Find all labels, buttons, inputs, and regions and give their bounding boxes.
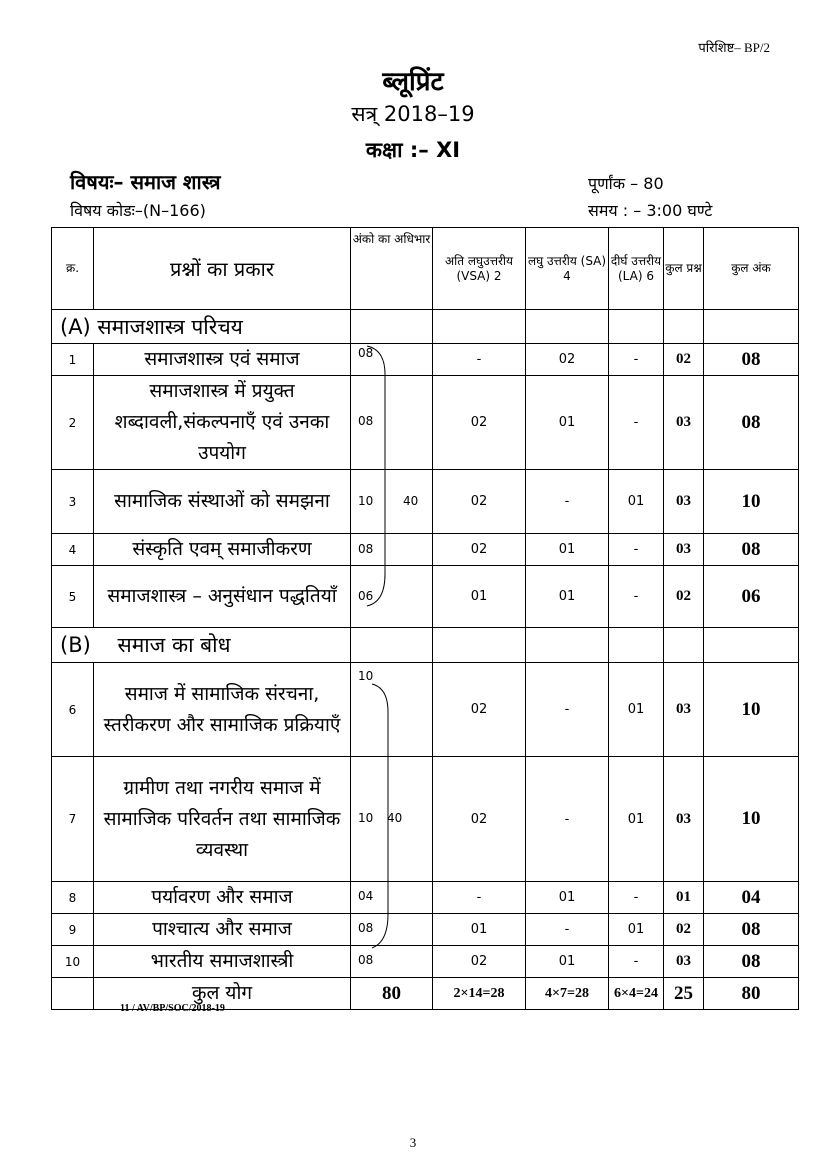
group-weight-b: 40: [387, 811, 403, 825]
page-number: 3: [409, 1135, 417, 1150]
footer-code: 11 / AV/BP/SOC/2018-19: [120, 1003, 225, 1014]
totals-marks: 80: [704, 978, 799, 1010]
totals-sa: 4×7=28: [526, 978, 609, 1010]
brace-section-b: [360, 682, 403, 950]
appendix-label: परिशिष्ट– BP/2: [698, 40, 770, 55]
table-row: 6 समाज में सामाजिक संरचना, स्तरीकरण और सामाजिक प्रक्रियाएँ 10 02 - 01 03 10: [52, 663, 799, 757]
full-marks-label: पूर्णांक – 80: [588, 174, 664, 193]
header-vsa: अति लघुउत्तरीय (VSA) 2: [433, 228, 526, 310]
totals-weight: 80: [351, 978, 433, 1010]
session-label: सत्र् 2018–19: [351, 102, 475, 126]
table-row: 3 सामाजिक संस्थाओं को समझना 10 40 02 - 01 03 10: [52, 470, 799, 534]
table-row: 5 समाजशास्त्र – अनुसंधान पद्धतियाँ 06 01 01 - 02 06: [52, 566, 799, 628]
table-row: 9 पाश्चात्य और समाज 08 01 - 01 02 08: [52, 914, 799, 946]
section-row: [52, 310, 799, 344]
section-row: [52, 628, 799, 663]
totals-questions: 25: [664, 978, 704, 1010]
document-title: ब्लूप्रिंट: [382, 67, 444, 97]
header-row: [52, 228, 799, 310]
table-row: 2 समाजशास्त्र में प्रयुक्त शब्दावली,संकल्पनाएँ एवं उनका उपयोग 08 02 01 - 03 08: [52, 376, 799, 470]
brace-section-a: [355, 344, 395, 609]
totals-label: कुल योग: [94, 978, 351, 1010]
table-row: 10 भारतीय समाजशास्त्री 08 02 01 - 03 08: [52, 946, 799, 978]
totals-la: 6×4=24: [609, 978, 664, 1010]
section-b-label: (B) समाज का बोध: [52, 628, 351, 663]
totals-vsa: 2×14=28: [433, 978, 526, 1010]
subject-label: विषयः– समाज शास्त्र: [70, 170, 221, 194]
table-row: 1 समाजशास्त्र एवं समाज 08 - 02 - 02 08: [52, 344, 799, 376]
header-sa: लघु उत्तरीय (SA) 4: [526, 228, 609, 310]
header-question-type: प्रश्नों का प्रकार: [94, 228, 351, 310]
header-weight: अंको का अधिभार: [351, 228, 433, 310]
table-row: 8 पर्यावरण और समाज 04 - 01 - 01 04: [52, 882, 799, 914]
table-row: 4 संस्कृति एवम् समाजीकरण 08 02 01 - 03 08: [52, 534, 799, 566]
section-a-label: (A) समाजशास्त्र परिचय: [52, 310, 351, 344]
header-total-questions: कुल प्रश्न: [664, 228, 704, 310]
class-label: कक्षा :– XI: [365, 138, 461, 162]
header-sn: क्र.: [52, 228, 94, 310]
subject-code-label: विषय कोडः–(N–166): [70, 201, 206, 220]
time-label: समय : – 3:00 घण्टे: [588, 201, 713, 220]
blueprint-table: [51, 227, 799, 1010]
header-la: दीर्घ उत्तरीय (LA) 6: [609, 228, 664, 310]
table-row: 7 ग्रामीण तथा नगरीय समाज में सामाजिक परिवर्तन तथा सामाजिक व्यवस्था 10 40 02 - 01 03 10: [52, 757, 799, 882]
group-weight-a: 40: [403, 494, 419, 508]
header-total-marks: कुल अंक: [704, 228, 799, 310]
